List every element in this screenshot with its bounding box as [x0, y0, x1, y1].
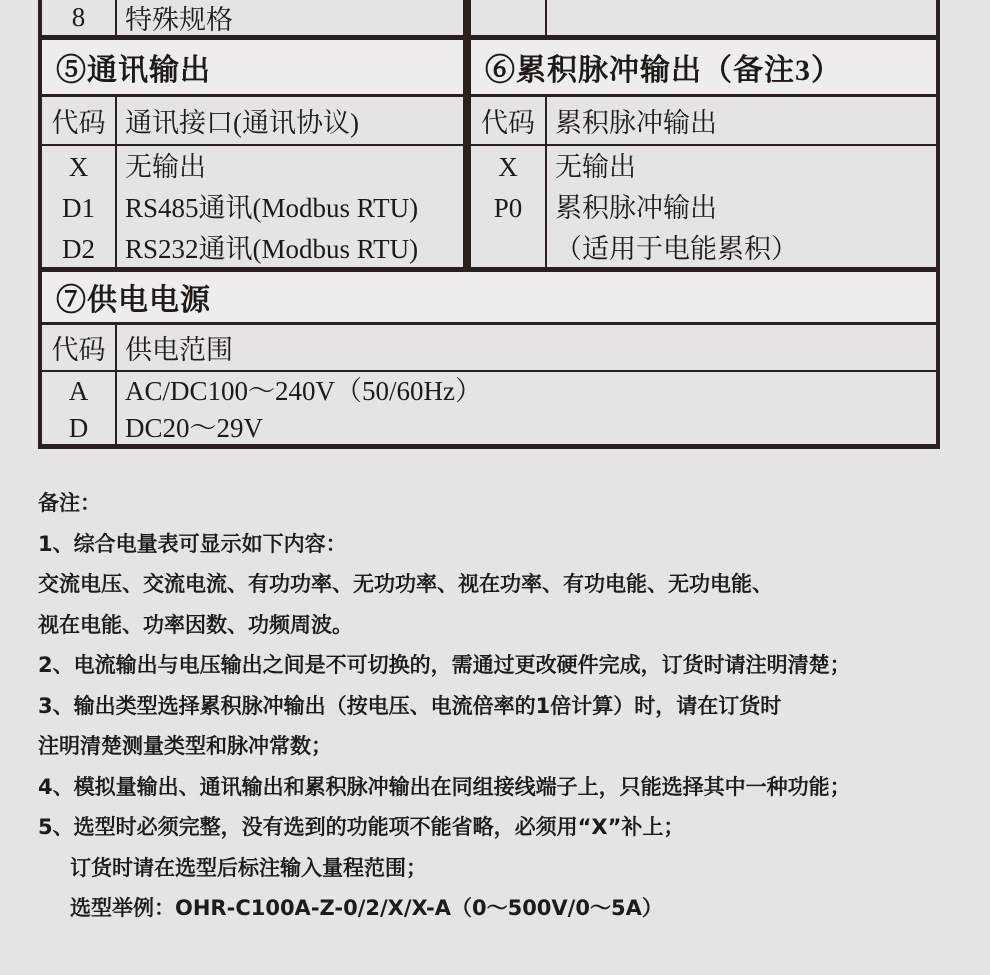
- note-line-3: 视在电能、功率因数、功频周波。: [38, 612, 353, 637]
- section7-title: ⑦供电电源: [56, 284, 211, 317]
- desc-value: RS232通讯(Modbus RTU): [125, 234, 419, 264]
- note-line-7: 4、模拟量输出、通讯输出和累积脉冲输出在同组接线端子上，只能选择其中一种功能；: [38, 774, 851, 799]
- desc-value: DC20～29V: [125, 413, 264, 443]
- table-mid-divider: [463, 0, 471, 35]
- note-line-1: 1、综合电量表可显示如下内容：: [38, 531, 347, 556]
- code-cell: [471, 0, 547, 35]
- note-line-10: 选型举例：OHR-C100A-Z-0/2/X/X-A（0～500V/0～5A）: [70, 896, 663, 920]
- code-value: D2: [62, 234, 95, 264]
- table-row-special-spec: [42, 0, 936, 40]
- code-cell: 8: [42, 0, 117, 35]
- note-line-9: 订货时请在选型后标注输入量程范围；: [70, 855, 427, 880]
- desc-value: 无输出: [125, 152, 206, 182]
- section7-body-row: [42, 372, 936, 449]
- section6-desc-header: 累积脉冲输出: [555, 108, 717, 138]
- section7-desc-header: 供电范围: [125, 335, 233, 365]
- code-value: D1: [62, 193, 95, 223]
- desc-value: AC/DC100～240V（50/60Hz）: [125, 376, 482, 406]
- section6-code-header: 代码: [471, 97, 547, 144]
- desc-value: 无输出: [555, 152, 636, 182]
- note-line-5: 3、输出类型选择累积脉冲输出（按电压、电流倍率的1倍计算）时，请在订货时: [38, 693, 782, 718]
- section6-title: ⑥累积脉冲输出（备注3）: [485, 54, 842, 87]
- section6-code-column: [471, 146, 547, 267]
- section6-desc-column: [547, 146, 936, 267]
- note-line-4: 2、电流输出与电压输出之间是不可切换的，需通过更改硬件完成，订货时请注明清楚；: [38, 653, 851, 677]
- section7-column-header-row: [42, 325, 936, 372]
- section5-code-column: [42, 146, 117, 267]
- section7-header-row: [42, 272, 936, 325]
- section7-desc-column: [117, 372, 936, 444]
- section7-code-header: 代码: [42, 325, 117, 370]
- table-mid-divider: [463, 146, 471, 267]
- section5-6-body-row: [42, 146, 936, 272]
- note-line-8: 5、选型时必须完整，没有选到的功能项不能省略，必须用“X”补上；: [38, 815, 685, 839]
- code-value: X: [498, 152, 518, 182]
- note-line-2: 交流电压、交流电流、有功功率、无功功率、视在功率、有功电能、无功电能、: [38, 572, 773, 596]
- section5-code-header: 代码: [42, 97, 117, 144]
- ordering-table: [38, 0, 940, 449]
- column-header-row: [42, 97, 936, 146]
- table-mid-divider: [463, 40, 471, 94]
- code-value: X: [68, 152, 89, 182]
- desc-cell: 特殊规格: [125, 5, 233, 35]
- section5-title: ⑤通讯输出: [56, 54, 211, 87]
- section5-desc-column: [117, 146, 463, 267]
- section-header-row: [42, 40, 936, 97]
- note-line-6: 注明清楚测量类型和脉冲常数；: [38, 734, 332, 758]
- desc-value: 累积脉冲输出: [555, 193, 717, 223]
- section7-code-column: [42, 372, 117, 444]
- code-value: D: [68, 413, 89, 443]
- desc-cell: [547, 0, 936, 35]
- section5-desc-header: 通讯接口(通讯协议): [125, 108, 359, 138]
- code-value: P0: [493, 193, 523, 223]
- notes-section: [38, 483, 968, 929]
- notes-heading: 备注：: [38, 491, 101, 515]
- desc-value: RS485通讯(Modbus RTU): [125, 193, 419, 223]
- desc-value: （适用于电能累积）: [555, 234, 798, 264]
- code-value: A: [68, 376, 89, 406]
- table-mid-divider: [463, 97, 471, 144]
